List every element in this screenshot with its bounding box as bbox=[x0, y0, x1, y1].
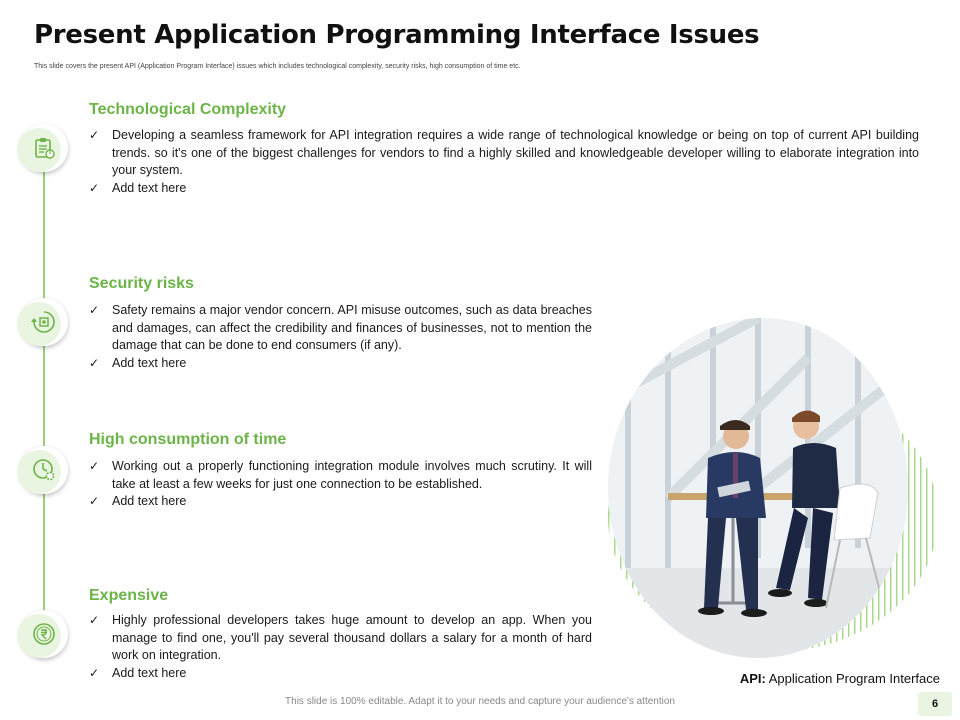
check-icon: ✓ bbox=[89, 613, 100, 627]
bullet-item: ✓ Developing a seamless framework for API integration requires a wide range of technological knowledge or being on top of current API building trends. so it's one of the biggest challenges for vendors to find a highly skilled and knowledgeable developer willing to elaborate integration into your system. bbox=[89, 128, 919, 177]
section-heading-security-risks: Security risks bbox=[89, 275, 194, 292]
check-icon: ✓ bbox=[89, 459, 100, 473]
timeline-connector bbox=[43, 150, 45, 638]
business-meeting-photo bbox=[600, 312, 945, 662]
clock-gear-icon bbox=[20, 446, 68, 494]
slide-title: Present Application Programming Interface Issues bbox=[34, 20, 760, 50]
rupee-coin-icon bbox=[20, 610, 68, 658]
bullet-list-technological-complexity bbox=[89, 127, 919, 197]
section-heading-high-consumption-of-time: High consumption of time bbox=[89, 431, 287, 448]
photo-frame bbox=[608, 318, 908, 658]
bullet-item: ✓ Add text here bbox=[89, 355, 592, 373]
api-definition-note bbox=[740, 671, 940, 686]
bullet-item: ✓ Add text here bbox=[89, 665, 592, 683]
bullet-item: ✓ Safety remains a major vendor concern. API misuse outcomes, such as data breaches and damages, can affect the credibility and finances of businesses, not to mention the damage that can be done to end consumers (if any). bbox=[89, 303, 592, 352]
bullet-item: ✓ Add text here bbox=[89, 180, 919, 198]
check-icon: ✓ bbox=[89, 303, 100, 317]
bullet-list-security-risks bbox=[89, 302, 592, 372]
bullet-list-expensive bbox=[89, 612, 592, 682]
bullet-list-high-consumption-of-time bbox=[89, 458, 592, 511]
check-icon: ✓ bbox=[89, 180, 100, 195]
page-number: 6 bbox=[918, 692, 952, 716]
section-heading-expensive: Expensive bbox=[89, 587, 169, 604]
security-target-icon bbox=[20, 298, 68, 346]
slide-footer: This slide is 100% editable. Adapt it to your needs and capture your audience's attention bbox=[285, 696, 675, 707]
check-icon: ✓ bbox=[89, 494, 100, 508]
bullet-item: ✓ Highly professional developers takes huge amount to develop an app. When you manage to find one, you'll pay several thousand dollars a salary for a month of hard work on integration. bbox=[89, 613, 592, 662]
bullet-item: ✓ Add text here bbox=[89, 493, 592, 511]
check-icon: ✓ bbox=[89, 355, 100, 370]
check-icon: ✓ bbox=[89, 128, 100, 142]
clipboard-chart-icon bbox=[20, 124, 68, 172]
check-icon: ✓ bbox=[89, 665, 100, 680]
api-definition: Application Program Interface bbox=[765, 671, 940, 686]
api-term: API: bbox=[739, 671, 766, 686]
slide-subtitle: This slide covers the present API (Application Program Interface) issues which includes technological complexity, security risks, high consumption of time etc. bbox=[34, 63, 521, 70]
bullet-item: ✓ Working out a properly functioning integration module involves much scrutiny. It will take at least a few weeks for just one connection to be established. bbox=[89, 459, 592, 491]
section-heading-technological-complexity: Technological Complexity bbox=[89, 101, 287, 118]
